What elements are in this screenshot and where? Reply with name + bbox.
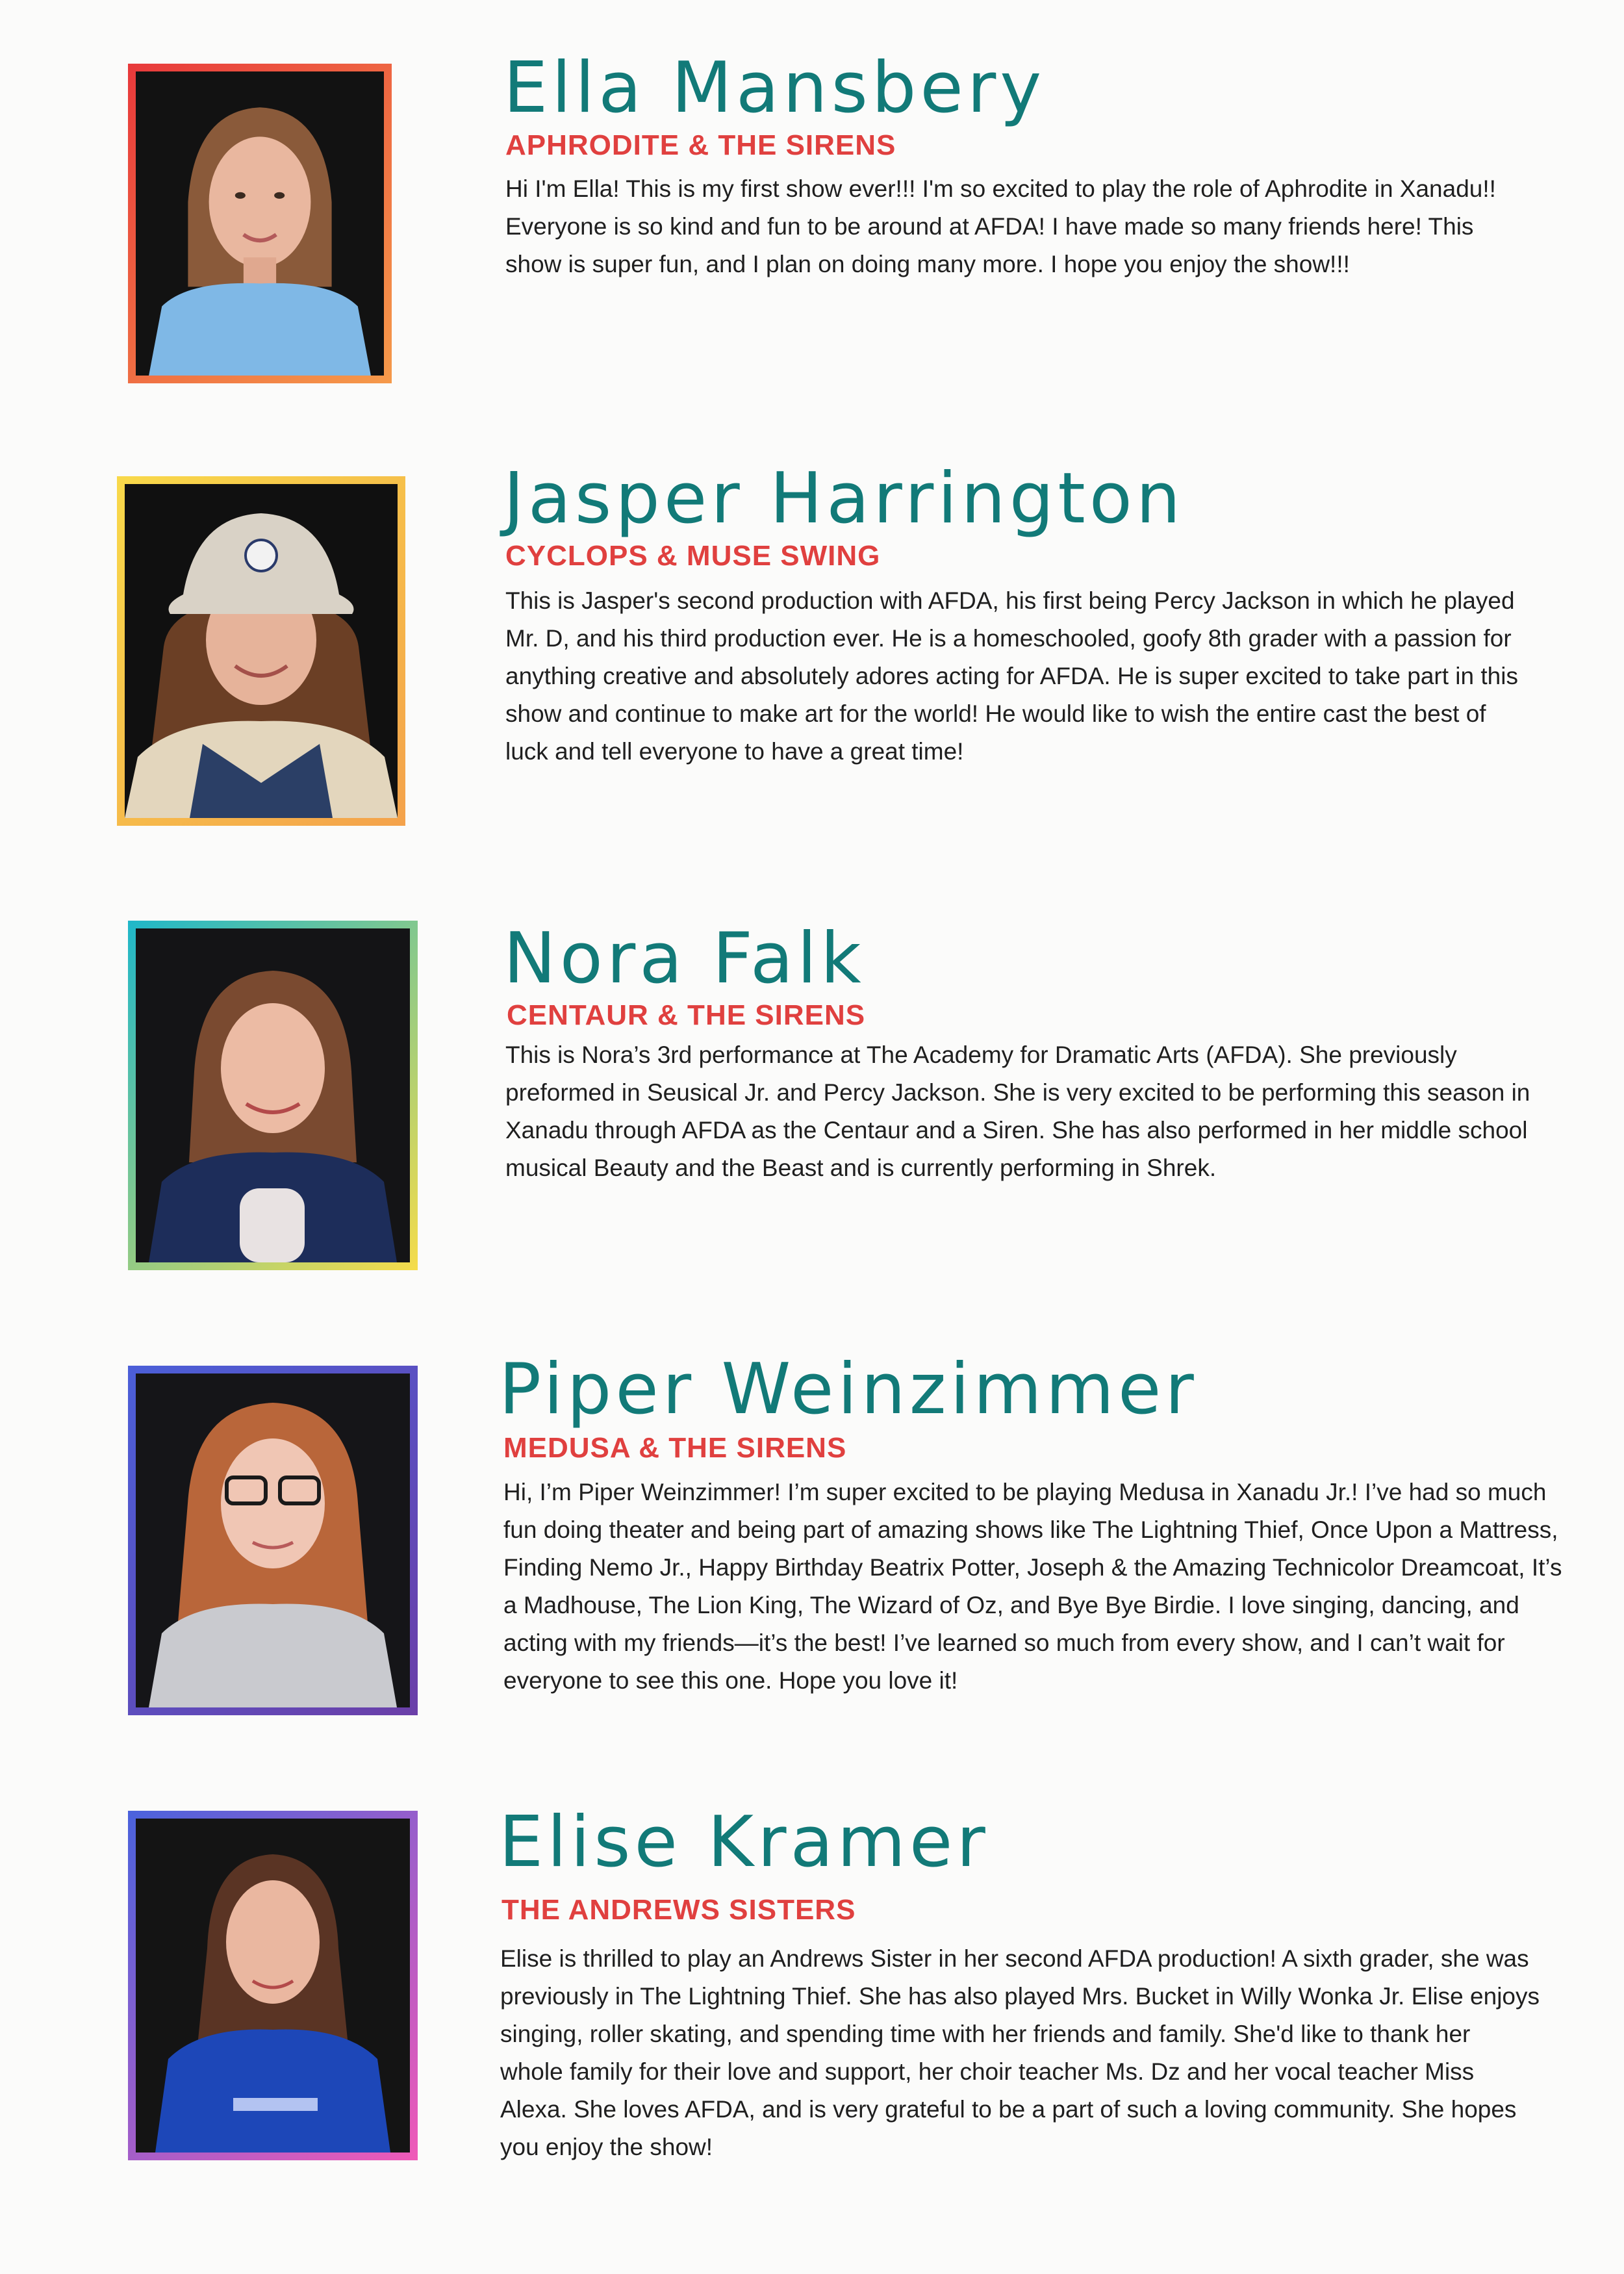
photo-frame — [128, 64, 392, 383]
cast-role: APHRODITE & THE SIRENS — [505, 129, 896, 161]
headshot-photo — [136, 1373, 410, 1707]
photo-frame — [128, 921, 418, 1270]
headshot-photo — [136, 71, 384, 376]
cast-role: CYCLOPS & MUSE SWING — [505, 540, 881, 572]
cast-bio: Hi I'm Ella! This is my first show ever!!! I'm so excited to play the role of Aphrodite in Xanadu!! Everyone is so kind and fun to be around at AFDA! I have made so many friends here! This show is super fun, and I plan on doing many more. I hope you enjoy the show!!! — [505, 175, 1496, 277]
cast-role: MEDUSA & THE SIRENS — [503, 1432, 847, 1464]
headshot-photo — [125, 484, 398, 818]
headshot-photo — [136, 928, 410, 1262]
cast-name: Piper Weinzimmer — [499, 1349, 1198, 1430]
cast-name: Ella Mansbery — [503, 47, 1046, 129]
cast-bio: This is Nora’s 3rd performance at The Academy for Dramatic Arts (AFDA). She previously preformed in Seusical Jr. and Percy Jackson. She is very excited to be performing this season in Xanadu through AFDA as the Centaur and a Siren. She has also performed in her middle school musical Beauty and the Beast and is currently performing in Shrek. — [505, 1041, 1530, 1181]
photo-frame — [117, 476, 405, 826]
headshot-photo — [136, 1819, 410, 2153]
photo-frame — [128, 1811, 418, 2160]
cast-bio: This is Jasper's second production with AFDA, his first being Percy Jackson in which he played Mr. D, and his third production ever. He is a homeschooled, goofy 8th grader with a passion for anything creative and absolutely adores acting for AFDA. He is super excited to take part in this show and continue to make art for the world! He would like to wish the entire cast the best of luck and tell everyone to have a great time! — [505, 587, 1518, 765]
cast-bio: Elise is thrilled to play an Andrews Sister in her second AFDA production! A sixth grader, she was previously in The Lightning Thief. She has also played Mrs. Bucket in Willy Wonka Jr. Elise enjoys singing, roller skating, and spending time with her friends and family. She'd like to thank her whole family for their love and support, her choir teacher Ms. Dz and her vocal teacher Miss Alexa. She loves AFDA, and is very grateful to be a part of such a loving community. She hopes you enjoy the show! — [500, 1945, 1540, 2160]
cast-name: Nora Falk — [503, 918, 865, 999]
cast-bio: Hi, I’m Piper Weinzimmer! I’m super excited to be playing Medusa in Xanadu Jr.! I’ve had so much fun doing theater and being part of amazing shows like The Lightning Thief, Once Upon a Mattress, Finding Nemo Jr., Happy Birthday Beatrix Potter, Joseph & the Amazing Technicolor Dreamcoat, It’s a Madhouse, The Lion King, The Wizard of Oz, and Bye Bye Birdie. I love singing, dancing, and acting with my friends—it’s the best! I’ve learned so much from every show, and I can’t wait for everyone to see this one. Hope you love it! — [503, 1479, 1562, 1694]
cast-role: THE ANDREWS SISTERS — [501, 1894, 856, 1926]
cast-name: Elise Kramer — [499, 1802, 989, 1883]
photo-frame — [128, 1366, 418, 1715]
cast-role: CENTAUR & THE SIRENS — [507, 999, 866, 1031]
cast-name: Jasper Harrington — [503, 458, 1185, 539]
